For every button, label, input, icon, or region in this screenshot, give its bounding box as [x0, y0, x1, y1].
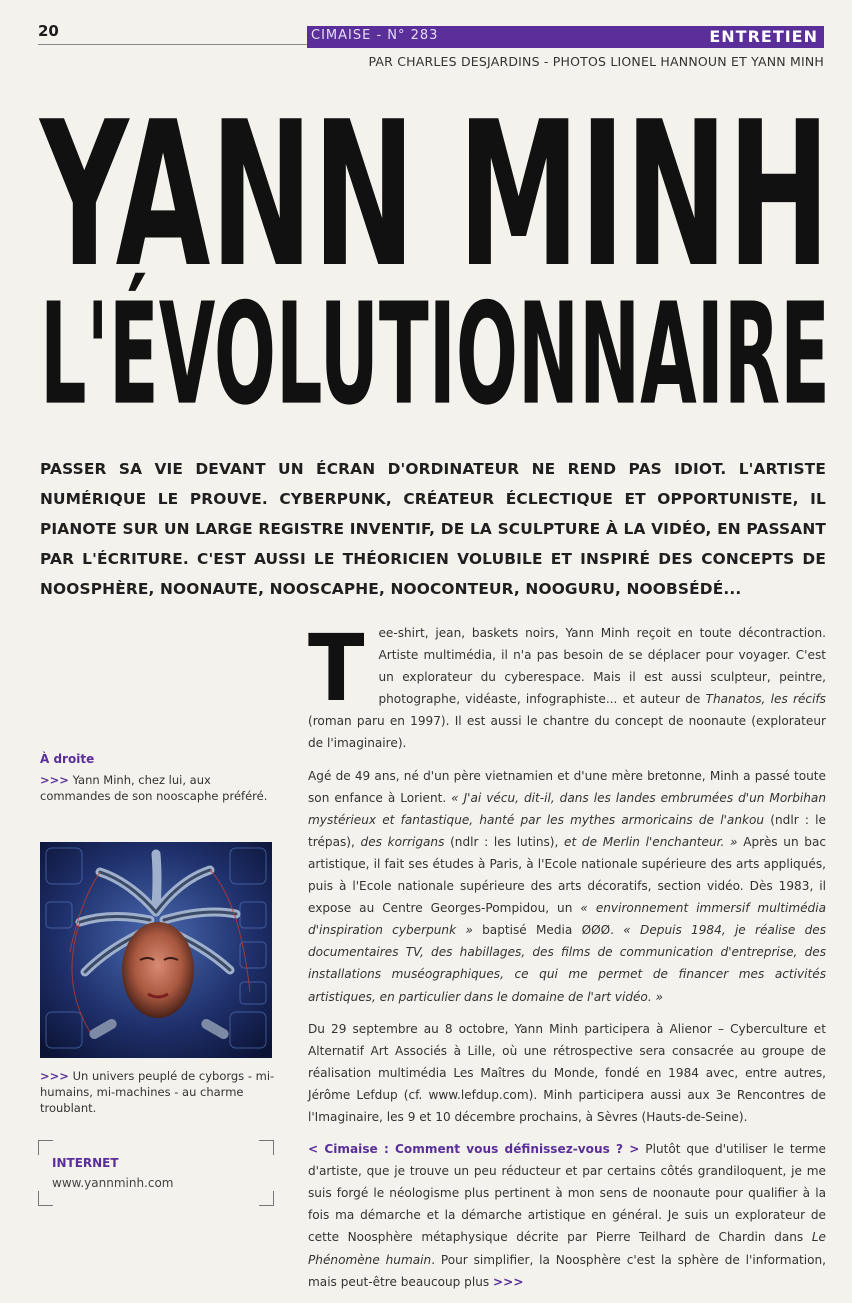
page-number: 20 [38, 22, 59, 40]
title-line-2-text: L'ÉVOLUTIONNAIRE [40, 272, 830, 437]
quote: « J'ai vécu, dit-il, dans les landes embrumées d'un Morbihan mystérieux et fantastique, hanté par les mythes armoricains de l'ankou [308, 790, 826, 827]
caption-2 [40, 1068, 276, 1116]
corner-mark [259, 1140, 274, 1155]
corner-mark [38, 1191, 53, 1206]
caption-text: Yann Minh, chez lui, aux commandes de son nooscaphe préféré. [40, 773, 268, 803]
caption-arrows: >>> [40, 1069, 69, 1083]
book-title: Thanatos, les récifs [705, 692, 826, 707]
caption-heading: À droite [40, 752, 95, 766]
text: Agé de 49 ans, né d'un père vietnamien et d'une mère bretonne, Minh a passé toute son enfance à Lorient. [308, 768, 826, 805]
internet-box [38, 1140, 274, 1206]
text: . Pour simplifier, la Noosphère c'est la sphère de l'information, mais peut-être beaucoup plus [308, 1252, 826, 1289]
website-link[interactable]: www.yannminh.com [52, 1176, 174, 1190]
quote: « Depuis 1984, je réalise des documentaires TV, des habillages, des films de communication d'entreprise, des installations muséographiques, ce qui me permet de financer mes activités artistiques, en particulier dans le domaine de l'art vidéo. » [308, 923, 826, 1004]
internet-label: INTERNET [52, 1156, 119, 1170]
title-line-1 [40, 78, 830, 312]
credits: PAR CHARLES DESJARDINS - PHOTOS LIONEL HANNOUN ET YANN MINH [368, 54, 824, 69]
drop-cap: T [308, 615, 365, 722]
cyborg-photo [40, 842, 272, 1058]
text: baptisé Media ØØØ. [472, 923, 624, 938]
caption-1 [40, 772, 276, 804]
quote: et de Merlin l'enchanteur. » [564, 834, 738, 849]
paragraph-3: Du 29 septembre au 8 octobre, Yann Minh participera à Alienor – Cyberculture et Alternatif Art Associés à Lille, où une rétrospective sera consacrée au groupe de réalisation multimédia Les Maîtres du Monde, fondé en 1984 avec, entre autres, Jérôme Lefdup (cf. www.lefdup.com). Minh participera aussi aux 3e Rencontres de l'Imaginaire, les 9 et 10 décembre prochains, à Sèvres (Hauts-de-Seine). [308, 1021, 826, 1124]
paragraph-4 [308, 1138, 826, 1293]
corner-mark [38, 1140, 53, 1155]
caption-arrows: >>> [40, 773, 69, 787]
book-title: Le Phénomène humain [308, 1230, 826, 1267]
title-line-1-text: YANN MINH [40, 78, 830, 312]
text: ee-shirt, jean, baskets noirs, Yann Minh reçoit en toute décontraction. Artiste multimédia, il n'a pas besoin de se déplacer pour voyager. C'est un explorateur du cyberespace. Mais il est aussi sculpteur, peintre, photographe, vidéaste, infographiste... et auteur de [378, 626, 826, 707]
interview-question: < Cimaise : Comment vous définissez-vous ? > [308, 1142, 640, 1157]
paragraph-2 [308, 765, 826, 1008]
quote: « environnement immersif multimédia d'inspiration cyberpunk » [308, 901, 827, 938]
article-body [308, 615, 827, 1303]
text: (ndlr : les lutins), [444, 834, 565, 849]
cyborg-illustration [40, 842, 272, 1058]
text: Après un bac artistique, il fait ses études à Paris, à l'Ecole nationale supérieure des arts appliqués, puis à l'Ecole nationale supérieure des arts décoratifs, section vidéo. Dès 1983, il expose au Centre Georges-Pompidou, un [308, 834, 827, 916]
corner-mark [259, 1191, 274, 1206]
text: Plutôt que d'utiliser le terme d'artiste, que je trouve un peu réducteur et par certains côtés grandiloquent, je me suis forgé le néologisme plus pertinent à mon sens de noonaute pour qualifier à la fois ma démarche et la démarche artistique en général. Je suis un explorateur de cette Noosphère métaphysique décrite par Pierre Teilhard de Chardin dans [308, 1142, 826, 1245]
magazine-name: CIMAISE - N° 283 [311, 28, 439, 43]
continue-arrows: >>> [493, 1274, 524, 1289]
header-bar [307, 26, 824, 48]
text: (ndlr : le trépas), [308, 812, 826, 849]
header-rule [38, 44, 310, 45]
quote: des korrigans [360, 834, 445, 849]
lead-paragraph: PASSER SA VIE DEVANT UN ÉCRAN D'ORDINATEUR NE REND PAS IDIOT. L'ARTISTE NUMÉRIQUE LE PROUVE. CYBERPUNK, CRÉATEUR ÉCLECTIQUE ET OPPORTUNISTE, IL PIANOTE SUR UN LARGE REGISTRE INVENTIF, DE LA SCULPTURE À LA VIDÉO, EN PASSANT PAR L'ÉCRITURE. C'EST AUSSI LE THÉORICIEN VOLUBILE ET INSPIRÉ DES CONCEPTS DE NOOSPHÈRE, NOONAUTE, NOOSCAPHE, NOOCONTEUR, NOOGURU, NOOBSÉDÉ... [40, 460, 826, 598]
caption-text: Un univers peuplé de cyborgs - mi-humains, mi-machines - au charme troublant. [40, 1069, 275, 1115]
title-line-2 [40, 272, 830, 437]
text: (roman paru en 1997). Il est aussi le chantre du concept de noonaute (explorateur de l'imaginaire). [308, 714, 826, 751]
section-name: ENTRETIEN [709, 27, 818, 46]
paragraph-1 [308, 615, 826, 755]
